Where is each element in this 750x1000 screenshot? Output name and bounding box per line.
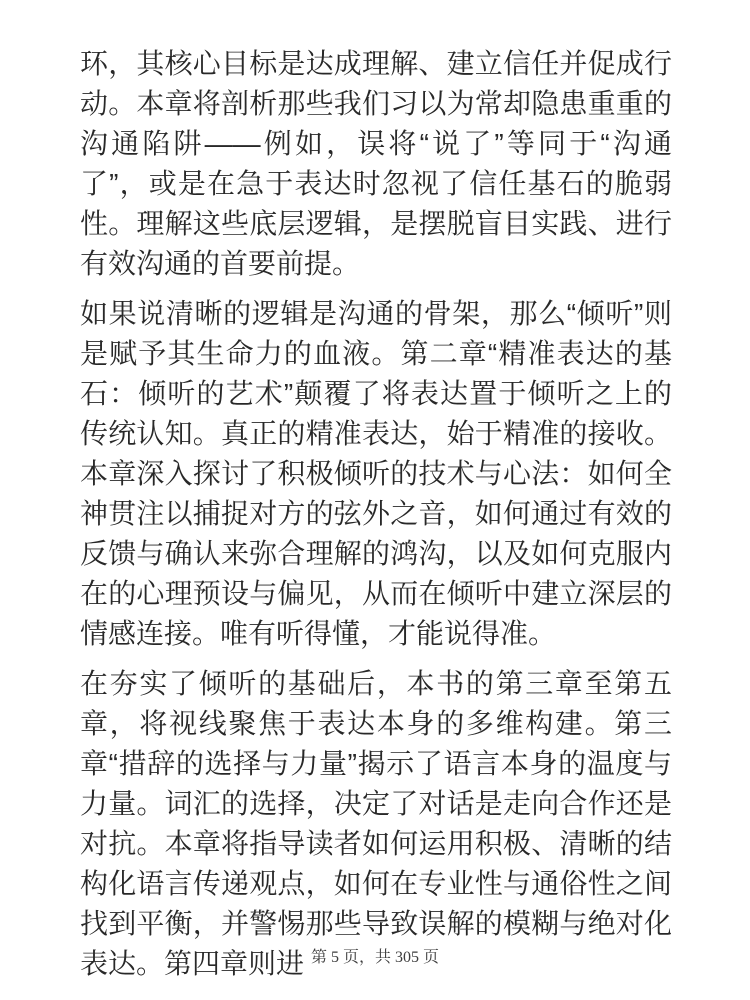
body-paragraph-1: 环，其核心目标是达成理解、建立信任并促成行动。本章将剖析那些我们习以为常却隐患重重的沟通陷阱——例如，误将“说了”等同于“沟通了”，或是在急于表达时忽视了信任基石的脆弱性。理解这些底层逻辑，是摆脱盲目实践、进行有效沟通的首要前提。 [80, 48, 672, 279]
page-footer [0, 948, 750, 968]
document-body [80, 44, 672, 994]
body-paragraph-2: 如果说清晰的逻辑是沟通的骨架，那么“倾听”则是赋予其生命力的血液。第二章“精准表达的基石：倾听的艺术”颠覆了将表达置于倾听之上的传统认知。真正的精准表达，始于精准的接收。本章深入探讨了积极倾听的技术与心法：如何全神贯注以捕捉对方的弦外之音，如何通过有效的反馈与确认来弥合理解的鸿沟，以及如何克服内在的心理预设与偏见，从而在倾听中建立深层的情感连接。唯有听得懂，才能说得准。 [80, 298, 672, 649]
body-paragraph-3: 在夯实了倾听的基础后，本书的第三章至第五章，将视线聚焦于表达本身的多维构建。第三章“措辞的选择与力量”揭示了语言本身的温度与力量。词汇的选择，决定了对话是走向合作还是对抗。本章将指导读者如何运用积极、清晰的结构化语言传递观点，如何在专业性与通俗性之间找到平衡，并警惕那些导致误解的模糊与绝对化表达。第四章则进 [80, 668, 672, 979]
page-number-label: 第 5 页，共 305 页 [310, 949, 439, 966]
